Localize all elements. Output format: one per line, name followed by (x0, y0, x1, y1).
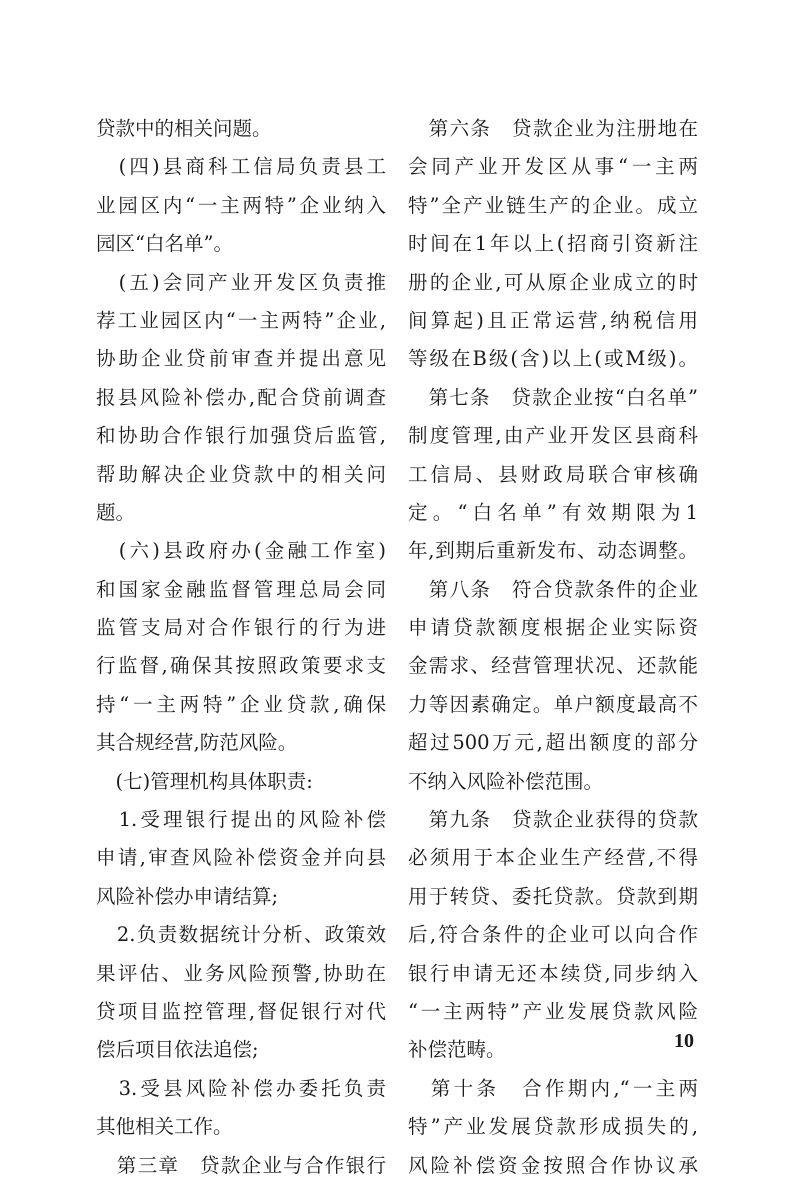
text-line: 间算起)且正常运营,纳税信用 (408, 308, 698, 332)
text-line: 1.受理银行提出的风险补偿 (96, 808, 386, 832)
text-line: 超过500万元,超出额度的部分 (408, 731, 698, 755)
text-line: 第三章 贷款企业与合作银行 (96, 1153, 386, 1177)
text-line: 协助企业贷前审查并提出意见 (96, 347, 386, 371)
text-line: 等级在B级(含)以上(或M级)。 (408, 347, 698, 371)
text-line: 后,符合条件的企业可以向合作 (408, 923, 698, 947)
text-line: 申请贷款额度根据企业实际资 (408, 616, 698, 640)
text-line: 3.受县风险补偿办委托负责 (96, 1076, 386, 1100)
text-line: 银行申请无还本续贷,同步纳入 (408, 961, 698, 985)
text-line: 持“一主两特”企业贷款,确保 (96, 692, 386, 716)
text-line: 题。 (96, 500, 136, 524)
text-line: 年,到期后重新发布、动态调整。 (408, 539, 698, 563)
text-line: 园区“白名单”。 (96, 232, 233, 256)
text-line: 工信局、县财政局联合审核确 (408, 462, 698, 486)
text-line: 第九条 贷款企业获得的贷款 (408, 808, 698, 832)
text-line: (六)县政府办(金融工作室) (96, 539, 386, 563)
text-line: 特”产业发展贷款形成损失的, (408, 1115, 698, 1139)
text-line: 风险补偿资金按照合作协议承 (408, 1153, 698, 1177)
text-line: 报县风险补偿办,配合贷前调查 (96, 385, 386, 409)
left-column (96, 110, 386, 1185)
text-line: 行监督,确保其按照政策要求支 (96, 654, 386, 678)
text-line: 用于转贷、委托贷款。贷款到期 (408, 884, 698, 908)
text-line: 册的企业,可从原企业成立的时 (408, 270, 698, 294)
text-line: (五)会同产业开发区负责推 (96, 270, 386, 294)
text-line: 必须用于本企业生产经营,不得 (408, 846, 698, 870)
text-line: 2.负责数据统计分析、政策效 (96, 923, 386, 947)
text-line: 会同产业开发区从事“一主两 (408, 155, 698, 179)
text-line: (七)管理机构具体职责: (96, 769, 313, 793)
text-line: 业园区内“一主两特”企业纳入 (96, 193, 386, 217)
page-number: 10 (674, 1030, 694, 1052)
text-line: 和国家金融监督管理总局会同 (96, 577, 386, 601)
text-line: 力等因素确定。单户额度最高不 (408, 692, 698, 716)
text-line: 金需求、经营管理状况、还款能 (408, 654, 698, 678)
text-line: 偿后项目依法追偿; (96, 1038, 259, 1062)
text-line: 第七条 贷款企业按“白名单” (408, 385, 698, 409)
text-line: 和协助合作银行加强贷后监管, (96, 424, 386, 448)
text-line: “一主两特”产业发展贷款风险 (408, 999, 698, 1023)
text-line: 制度管理,由产业开发区县商科 (408, 424, 698, 448)
text-line: 定。“白名单”有效期限为1 (408, 500, 698, 524)
text-line: 其合规经营,防范风险。 (96, 731, 298, 755)
text-line: 贷项目监控管理,督促银行对代 (96, 999, 386, 1023)
text-line: 风险补偿办申请结算; (96, 884, 279, 908)
text-line: 特”全产业链生产的企业。成立 (408, 193, 698, 217)
text-line: 荐工业园区内“一主两特”企业, (96, 308, 386, 332)
text-line: 时间在1年以上(招商引资新注 (408, 232, 698, 256)
text-line: 其他相关工作。 (96, 1115, 233, 1139)
text-line: 第十条 合作期内,“一主两 (408, 1076, 698, 1100)
text-line: 不纳入风险补偿范围。 (408, 769, 604, 793)
text-line: 贷款中的相关问题。 (96, 117, 272, 140)
text-line: 监管支局对合作银行的行为进 (96, 616, 386, 640)
text-line: 第六条 贷款企业为注册地在 (408, 117, 698, 140)
text-line: (四)县商科工信局负责县工 (96, 155, 386, 179)
text-line: 第八条 符合贷款条件的企业 (408, 577, 698, 601)
text-line: 申请,审查风险补偿资金并向县 (96, 846, 386, 870)
text-line: 帮助解决企业贷款中的相关问 (96, 462, 386, 486)
text-line: 果评估、业务风险预警,协助在 (96, 961, 386, 985)
right-column (408, 110, 698, 1185)
text-line: 补偿范畴。 (408, 1038, 506, 1062)
